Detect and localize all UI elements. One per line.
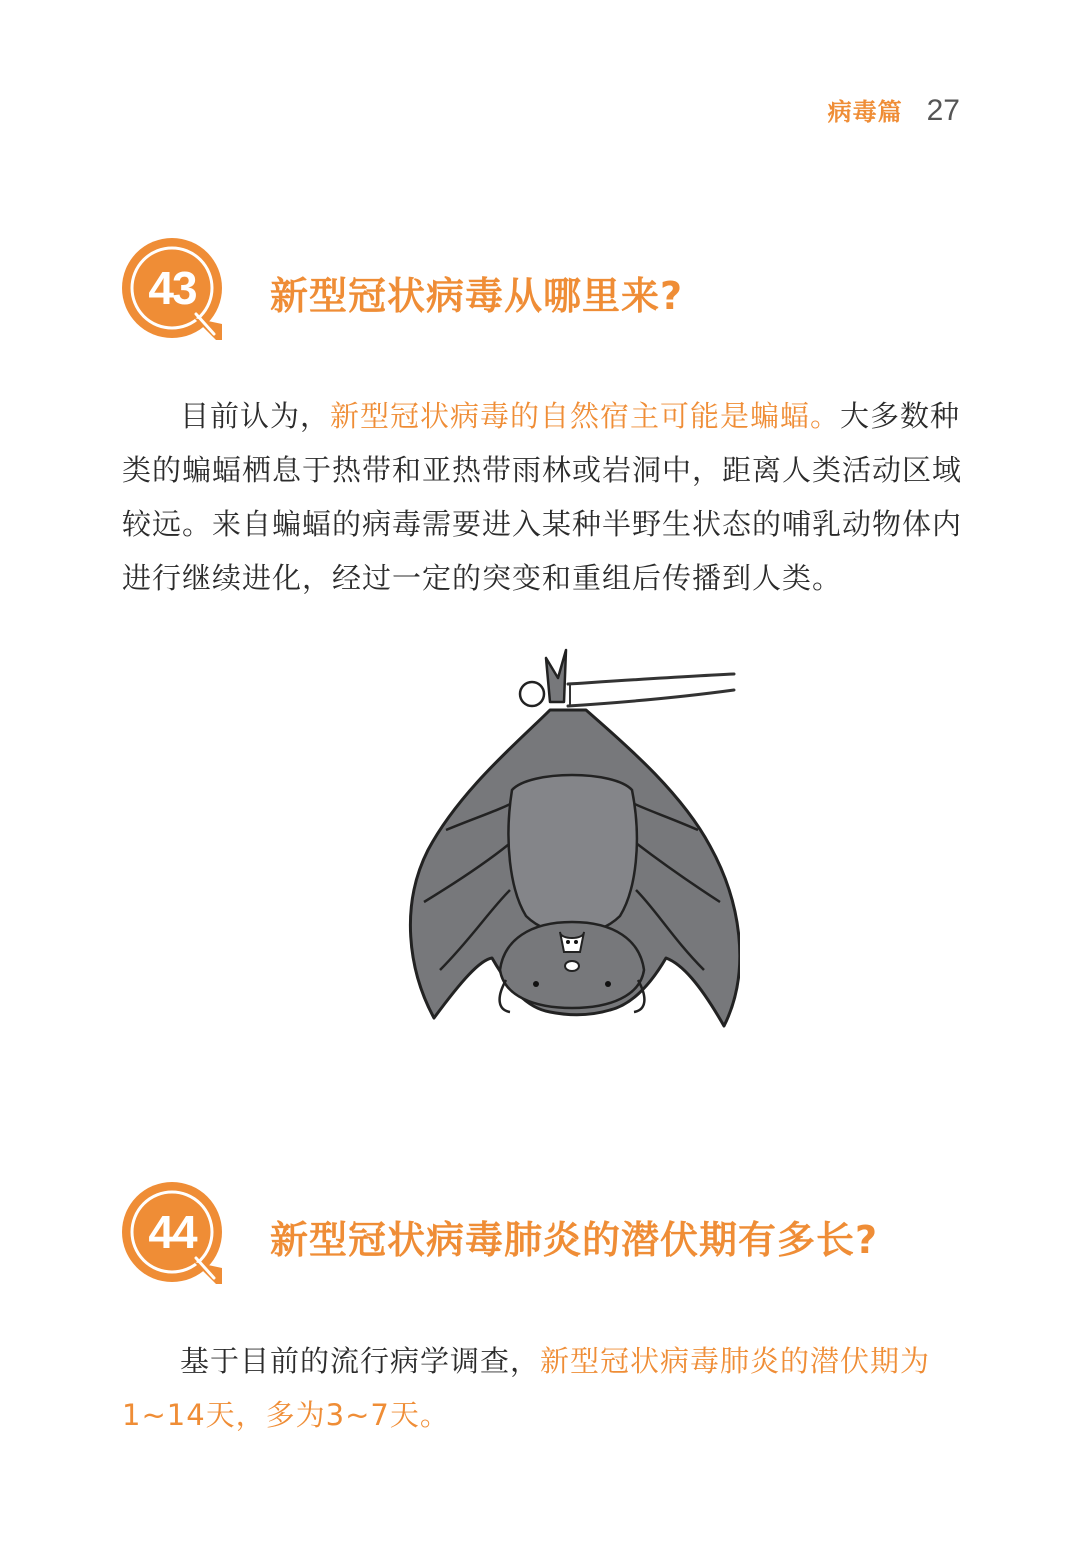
answer-highlight: 新型冠状病毒肺炎的潜伏期为1~14天，多为3~7天。 — [122, 1344, 931, 1432]
answer-rest: 大多数种类的蝙蝠栖息于热带和亚热带雨林或岩洞中，距离人类活动区域较远。来自蝙蝠的病毒需要进入某种半野生状态的哺乳动物体内进行继续进化，经过一定的突变和重组后传播到人类。 — [122, 399, 963, 595]
question-44-heading — [122, 1182, 878, 1290]
answer-lead: 基于目前的流行病学调查， — [180, 1344, 541, 1378]
question-badge-icon — [122, 238, 230, 346]
answer-highlight: 新型冠状病毒的自然宿主可能是蝙蝠。 — [330, 399, 841, 433]
page-number: 27 — [926, 94, 960, 127]
question-43-answer — [122, 389, 964, 605]
question-title: 新型冠状病毒肺炎的潜伏期有多长? — [270, 1217, 879, 1262]
question-number: 44 — [148, 1206, 196, 1258]
question-44-answer — [122, 1334, 964, 1442]
question-badge-icon — [122, 1182, 230, 1290]
question-number: 43 — [148, 262, 196, 314]
bat-hanging-upside-down-icon — [400, 640, 740, 1034]
section-name: 病毒篇 — [827, 98, 903, 126]
question-title: 新型冠状病毒从哪里来? — [270, 273, 684, 318]
question-43-heading — [122, 238, 683, 346]
page-header — [828, 92, 960, 128]
answer-lead: 目前认为， — [180, 399, 331, 433]
